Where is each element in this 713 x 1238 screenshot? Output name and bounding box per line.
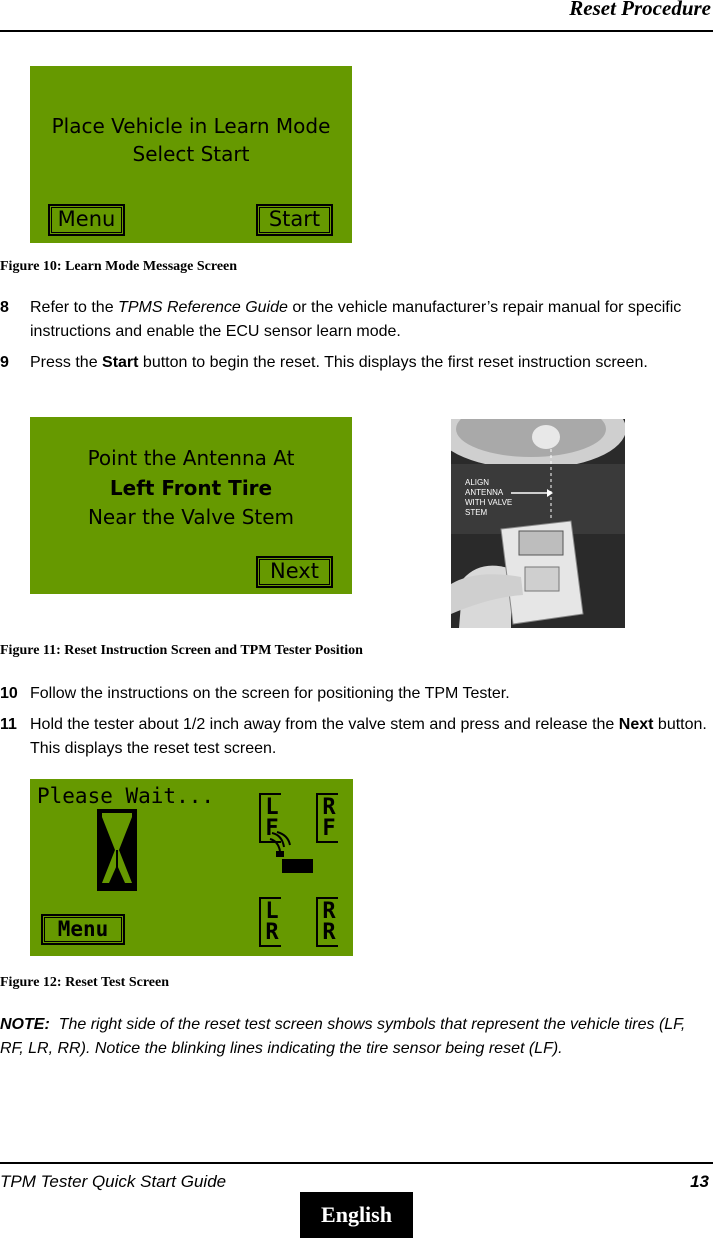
- step-text: Press the Start button to begin the reset. This displays the first reset instruction screen.: [30, 354, 648, 371]
- note-text: The right side of the reset test screen shows symbols that represent the vehicle tires (LF, RF, LR, RR). Notice the blinking lines indicating the tire sensor being reset (LF).: [0, 1016, 690, 1057]
- figure-10-caption: Figure 10: Learn Mode Message Screen: [0, 259, 238, 274]
- lcd-line-2: Left Front Tire: [109, 476, 273, 500]
- figure-12-caption: Figure 12: Reset Test Screen: [0, 975, 170, 990]
- step-text: Refer to the TPMS Reference Guide or the vehicle manufacturer’s repair manual for specific instructions and enable the ECU sensor learn mode.: [30, 299, 682, 340]
- header-rule: [0, 30, 713, 32]
- signal-icon: [268, 831, 300, 859]
- step-number: 10: [0, 685, 18, 702]
- menu-button[interactable]: Menu: [48, 204, 125, 236]
- figure-11-caption: Figure 11: Reset Instruction Screen and TPM Tester Position: [0, 643, 363, 658]
- footer-rule: [0, 1162, 713, 1164]
- language-tab: English: [300, 1192, 413, 1238]
- step-text: Hold the tester about 1/2 inch away from the valve stem and press and release the Next button. This displays the reset test screen.: [30, 716, 707, 757]
- step-text: Follow the instructions on the screen for positioning the TPM Tester.: [30, 685, 510, 702]
- tire-lf-symbol: L F: [259, 793, 281, 843]
- reset-test-screen: [30, 779, 353, 956]
- photo-label-line-4: STEM: [465, 508, 488, 517]
- start-button[interactable]: Start: [256, 204, 333, 236]
- photo-label-line-3: WITH VALVE: [465, 498, 513, 507]
- lcd-line-2: Select Start: [132, 142, 250, 166]
- menu-button[interactable]: Menu: [41, 914, 125, 945]
- reference-guide-title: TPMS Reference Guide: [118, 299, 288, 316]
- hourglass-icon: [97, 809, 137, 891]
- note-label: NOTE:: [0, 1016, 50, 1033]
- learn-mode-screen: [30, 66, 352, 243]
- please-wait-text: Please Wait...: [37, 784, 215, 808]
- note-paragraph: [0, 1013, 713, 1061]
- step-number: 9: [0, 354, 9, 371]
- reset-instruction-screen: [30, 417, 352, 594]
- tire-lr-symbol: L R: [259, 897, 281, 947]
- lcd-line-3: Near the Valve Stem: [87, 505, 295, 529]
- tire-rr-symbol: R R: [316, 897, 338, 947]
- lcd-line-1: Point the Antenna At: [87, 446, 295, 470]
- step-number: 11: [0, 716, 17, 733]
- tire-rf-symbol: R F: [316, 793, 338, 843]
- blinking-indicator: [282, 859, 313, 873]
- section-title: Reset Procedure: [569, 0, 711, 20]
- tester-position-photo: [451, 419, 625, 628]
- next-button[interactable]: Next: [256, 556, 333, 588]
- lcd-line-1: Place Vehicle in Learn Mode: [51, 114, 331, 138]
- photo-label-line-1: ALIGN: [465, 478, 490, 487]
- page-number: 13: [690, 1172, 709, 1191]
- step-number: 8: [0, 299, 9, 316]
- photo-label-line-2: ANTENNA: [465, 488, 504, 497]
- guide-title: TPM Tester Quick Start Guide: [0, 1172, 227, 1191]
